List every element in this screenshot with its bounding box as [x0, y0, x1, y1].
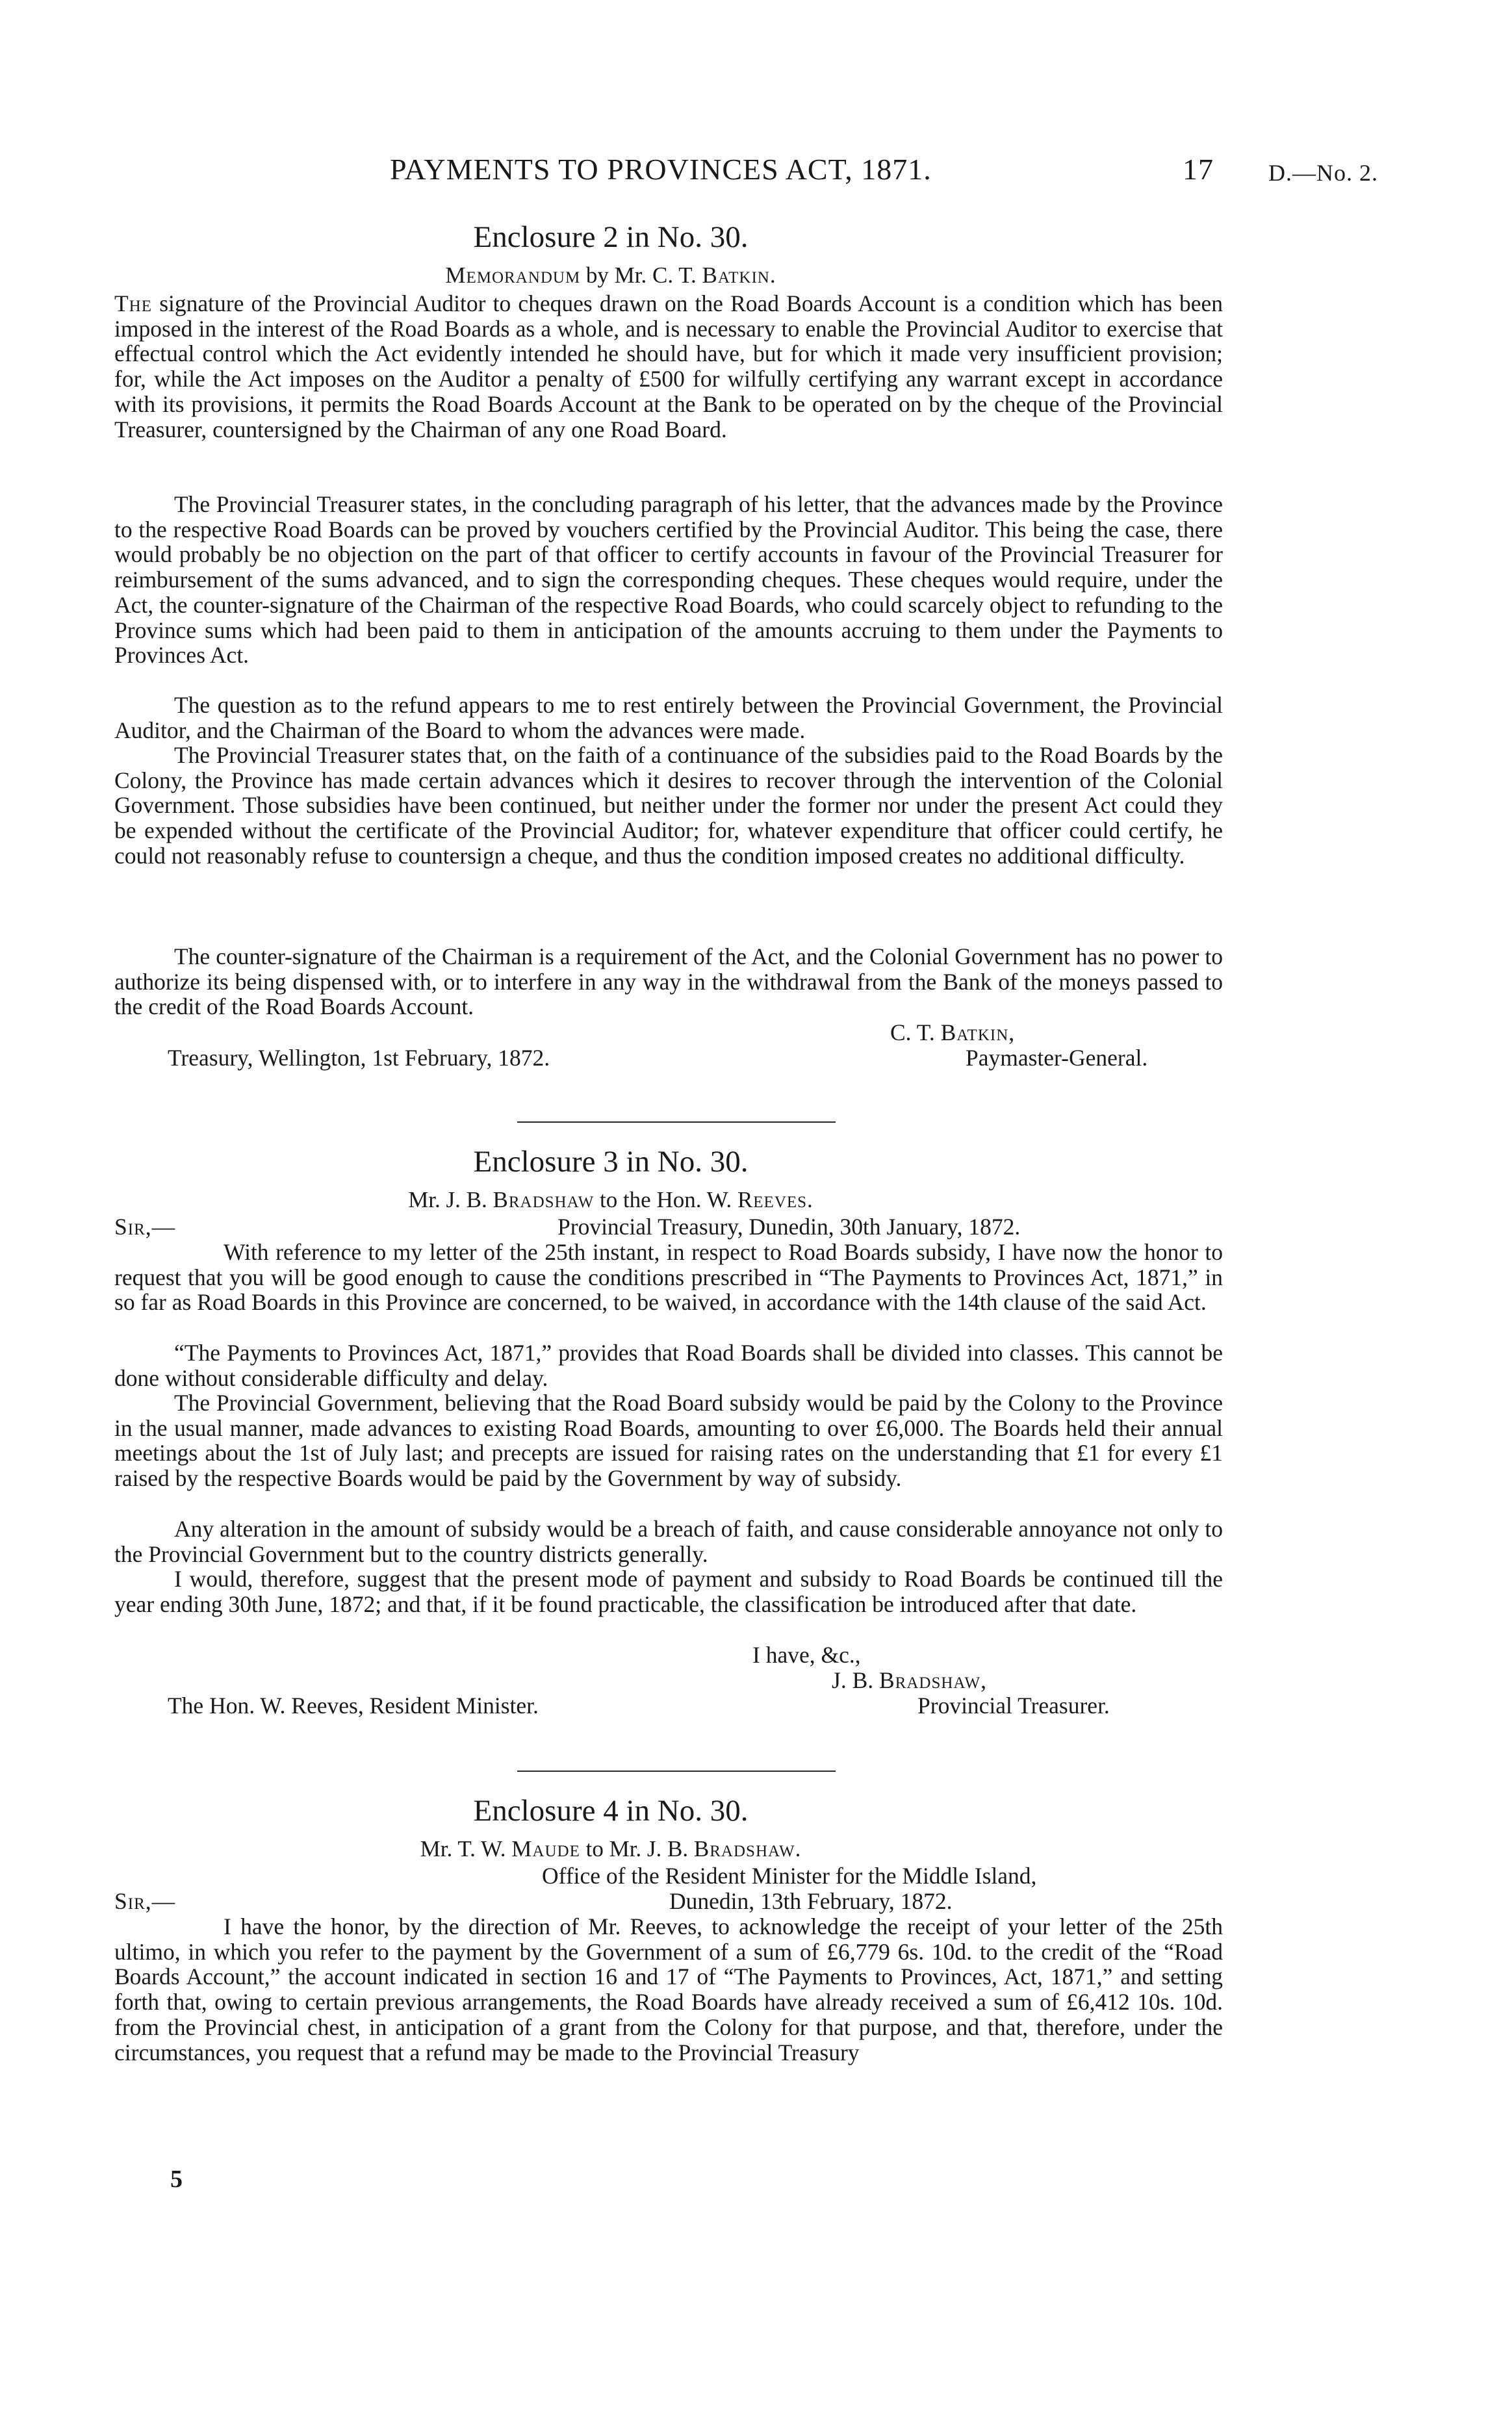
document-code: D.—No. 2.: [1268, 160, 1378, 186]
enc2-paragraph-2: The Provincial Treasurer states, in the concluding paragraph of his letter, that the advances made by the Province to the respective Road Boards can be proved by vouchers certified by the Provincial Auditor. This being the case, there would probably be no objection on the part of that officer to certify accounts in favour of the Provincial Treasurer for reimbursement of the sums advanced, and to sign the corresponding cheques. These cheques would require, under the Act, the counter-signature of the Chairman of the respective Road Boards, who could scarcely object to refunding to the Province sums which had been paid to them in anticipation of the amounts accruing to them under the Payments to Provinces Act.: [114, 491, 1223, 669]
enc3-paragraph-3: The Provincial Government, believing that the Road Board subsidy would be paid by the Colony to the Province in the usual manner, made advances to existing Road Boards, amounting to over £6,000. The Boards held their annual meetings about the 1st of July last; and precepts are issued for raising rates on the understanding that £1 for every £1 raised by the respective Boards would be paid by the Government by way of subsidy.: [114, 1390, 1223, 1492]
enc3-address-date: Provincial Treasury, Dunedin, 30th January, 1872.: [557, 1214, 1021, 1240]
running-header-title: PAYMENTS TO PROVINCES ACT, 1871.: [390, 153, 932, 186]
page-number: 17: [1183, 153, 1214, 186]
enc3-paragraph-1: With reference to my letter of the 25th instant, in respect to Road Boards subsidy, I have now the honor to request that you will be good enough to cause the conditions prescribed in “The Payments to Provinces Act, 1871,” in so far as Road Boards in this Province are concerned, to be waived, in accordance with the 14th clause of the said Act.: [114, 1239, 1223, 1316]
enc2-signature: C. T. Batkin,: [890, 1019, 1016, 1045]
enc3-signatory-title: Provincial Treasurer.: [917, 1693, 1110, 1719]
enc3-signature: J. B. Bradshaw,: [832, 1667, 987, 1693]
enc2-place-date: Treasury, Wellington, 1st February, 1872.: [168, 1045, 550, 1071]
enc3-addressee: The Hon. W. Reeves, Resident Minister.: [168, 1693, 539, 1719]
enc2-paragraph-4: The Provincial Treasurer states that, on the faith of a continuance of the subsidies paid to the Road Boards by the Colony, the Province has made certain advances which it desires to recover through the intervention of the Colonial Government. Those subsidies have been continued, but neither under the former nor under the present Act could they be expended without the certificate of the Provincial Auditor; for, whatever expenditure that officer could certify, he could not reasonably refuse to countersign a cheque, and thus the condition imposed creates no additional difficulty.: [114, 742, 1223, 869]
enclosure-3-subtitle: Mr. J. B. Bradshaw to the Hon. W. Reeves.: [408, 1187, 814, 1212]
enc3-paragraph-4: Any alteration in the amount of subsidy would be a breach of faith, and cause considerable annoyance not only to the Provincial Government but to the country districts generally.: [114, 1516, 1223, 1567]
section-divider: [517, 1121, 836, 1123]
enc2-paragraph-3: The question as to the refund appears to me to rest entirely between the Provincial Government, the Provincial Auditor, and the Chairman of the Board to whom the advances were made.: [114, 692, 1223, 743]
enc2-paragraph-1: The signature of the Provincial Auditor to cheques drawn on the Road Boards Account is a condition which has been imposed in the interest of the Road Boards as a whole, and is necessary to enable the Provincial Auditor to exercise that effectual control which the Act evidently intended he should have, but for which it made very insufficient provision; for, while the Act imposes on the Auditor a penalty of £500 for wilfully certifying any warrant except in accordance with its provisions, it permits the Road Boards Account at the Bank to be operated on by the cheque of the Provincial Treasurer, countersigned by the Chairman of any one Road Board.: [114, 290, 1223, 442]
enclosure-4-title: Enclosure 4 in No. 30.: [473, 1794, 749, 1828]
enc3-paragraph-5: I would, therefore, suggest that the present mode of payment and subsidy to Road Boards be continued till the year ending 30th June, 1872; and that, if it be found practicable, the classification be introduced after that date.: [114, 1566, 1223, 1617]
signature-mark: 5: [170, 2166, 183, 2193]
enc4-salutation: Sir,—: [114, 1888, 176, 1914]
enc4-address-date: Dunedin, 13th February, 1872.: [669, 1888, 953, 1914]
enclosure-2-title: Enclosure 2 in No. 30.: [473, 220, 749, 254]
enc2-signatory-title: Paymaster-General.: [966, 1045, 1148, 1071]
enc2-lead-word: The: [114, 290, 153, 316]
enc2-paragraph-5: The counter-signature of the Chairman is a requirement of the Act, and the Colonial Government has no power to authorize its being dispensed with, or to interfere in any way in the withdrawal from the Bank of the moneys passed to the credit of the Road Boards Account.: [114, 943, 1223, 1020]
enclosure-4-subtitle: Mr. T. W. Maude to Mr. J. B. Bradshaw.: [420, 1836, 802, 1861]
enc3-paragraph-2: “The Payments to Provinces Act, 1871,” provides that Road Boards shall be divided into classes. This cannot be done without considerable difficulty and delay.: [114, 1340, 1223, 1391]
enclosure-2-subtitle: Memorandum by Mr. C. T. Batkin.: [445, 262, 776, 288]
enclosure-3-title: Enclosure 3 in No. 30.: [473, 1145, 749, 1179]
enc3-closing: I have, &c.,: [752, 1642, 861, 1668]
enc3-salutation: Sir,—: [114, 1214, 176, 1240]
enc4-address-line-1: Office of the Resident Minister for the Middle Island,: [542, 1863, 1037, 1889]
section-divider: [517, 1771, 836, 1772]
enc4-paragraph-1: I have the honor, by the direction of Mr. Reeves, to acknowledge the receipt of your letter of the 25th ultimo, in which you refer to the payment by the Government of a sum of £6,779 6s. 10d. to the credit of the “Road Boards Account,” the account indicated in section 16 and 17 of “The Payments to Provinces, Act, 1871,” and setting forth that, owing to certain previous arrangements, the Road Boards have already received a sum of £6,412 10s. 10d. from the Provincial chest, in anticipation of a grant from the Colony for that purpose, and that, therefore, under the circumstances, you request that a refund may be made to the Provincial Treasury: [114, 1913, 1223, 2065]
